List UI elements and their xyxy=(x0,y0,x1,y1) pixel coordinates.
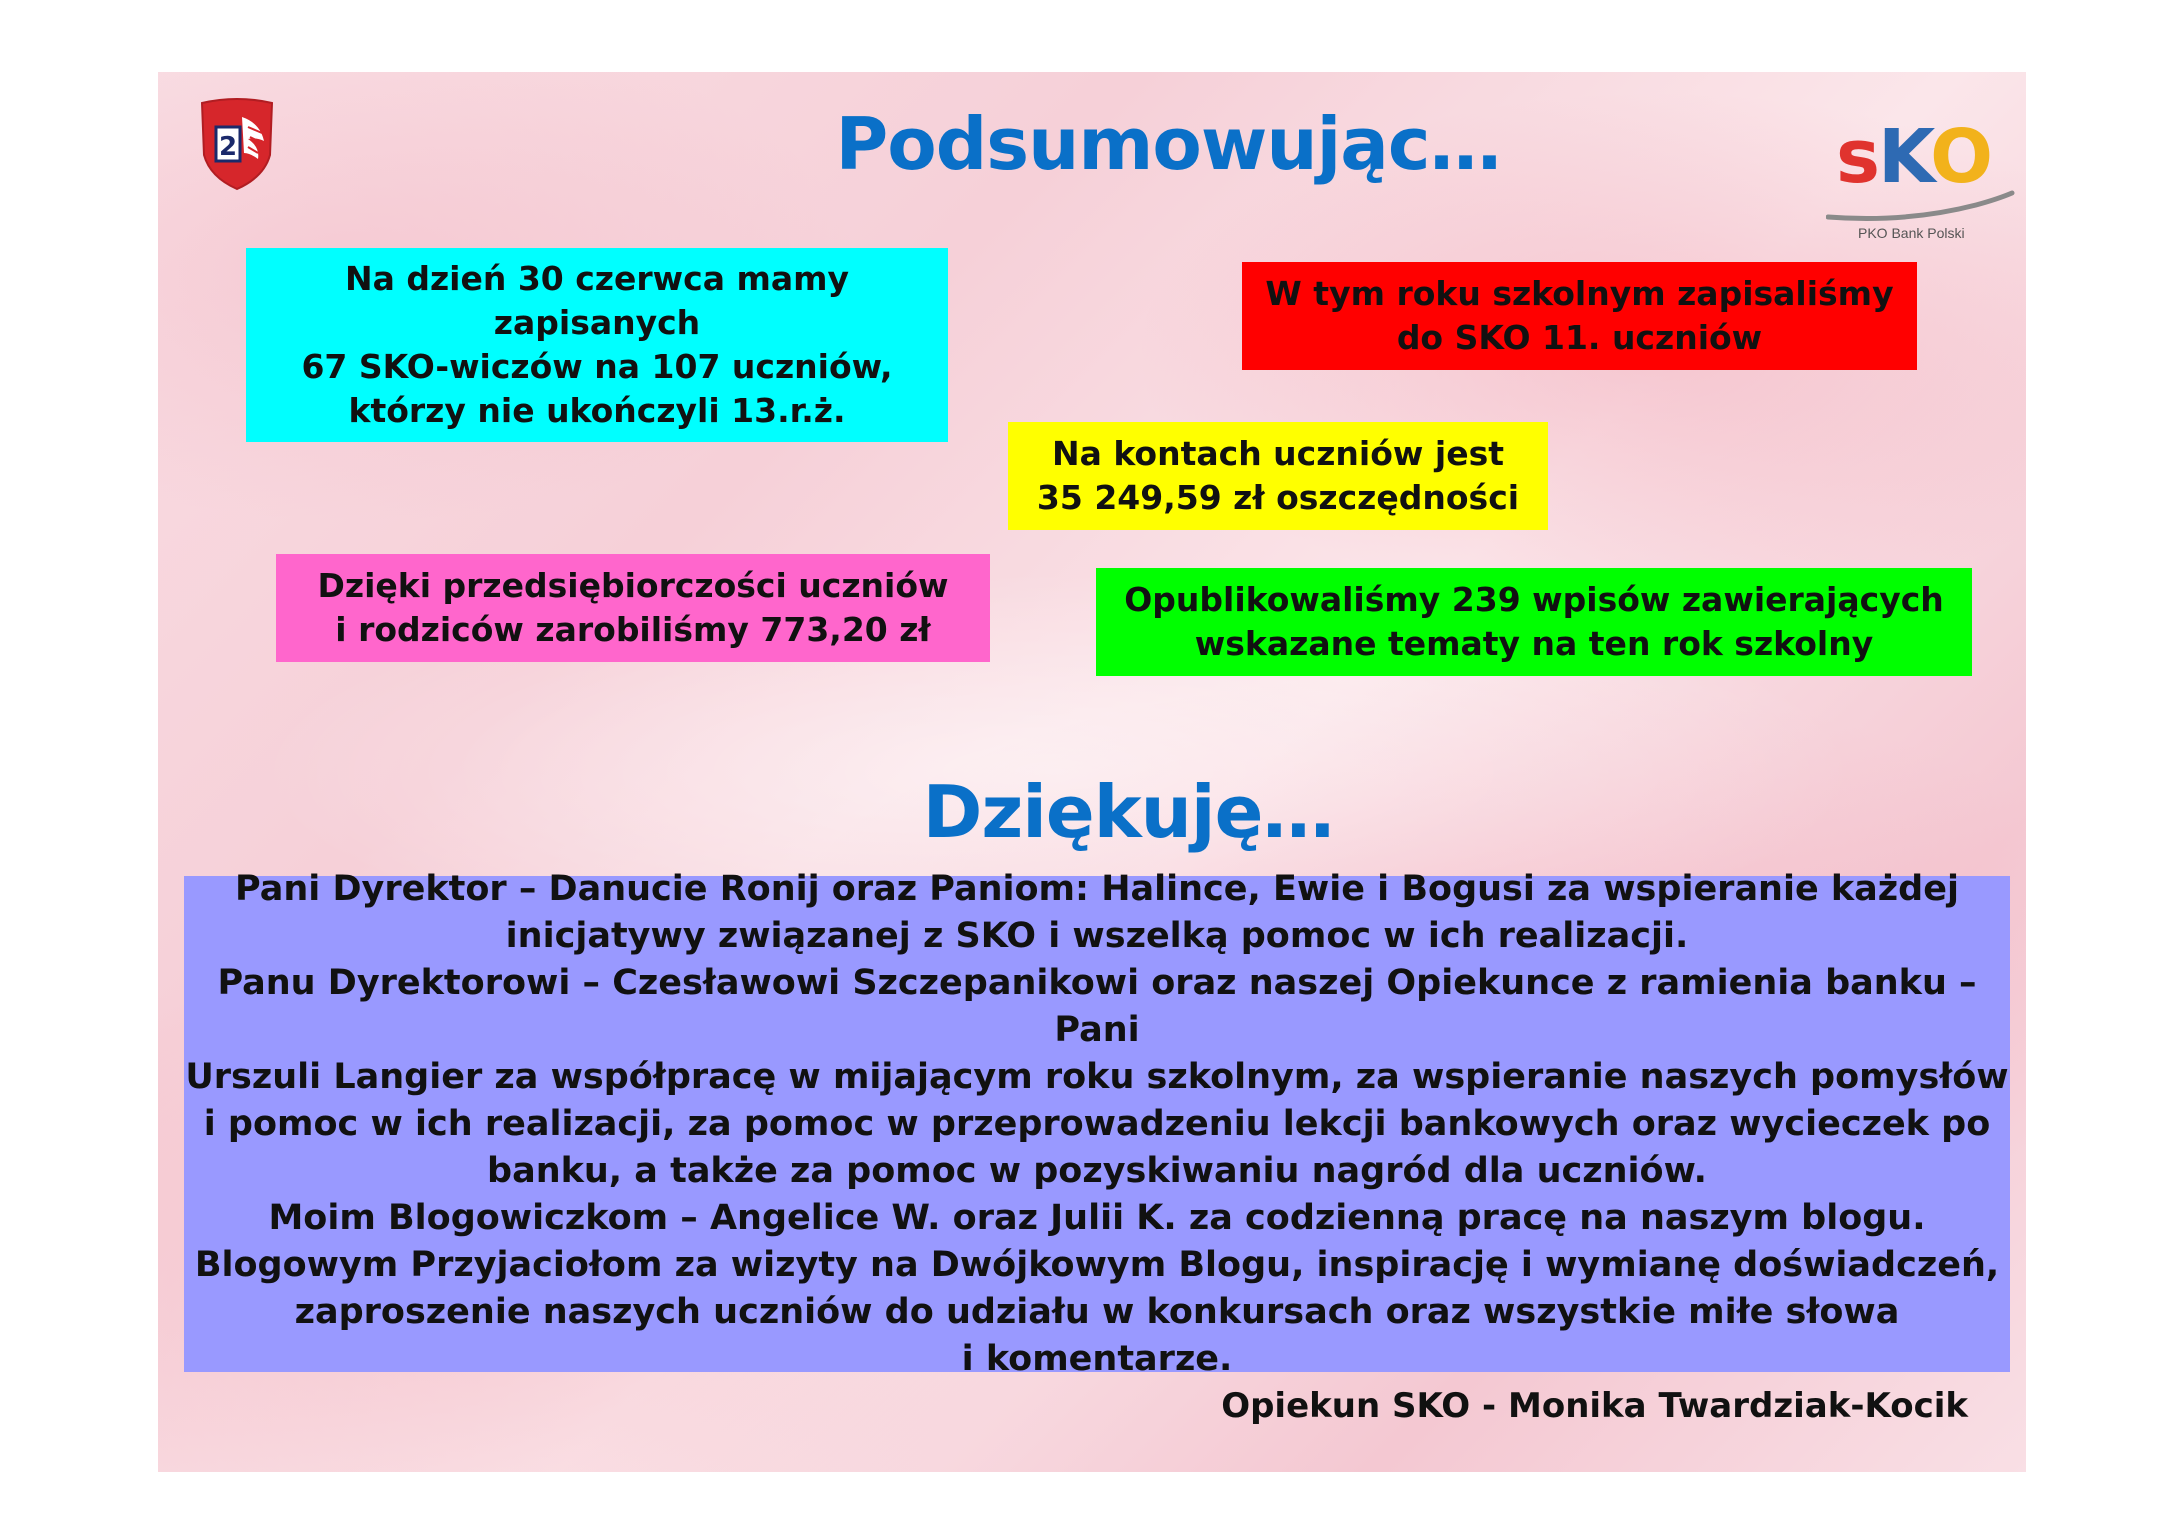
signature: Opiekun SKO - Monika Twardziak-Kocik xyxy=(1221,1386,1968,1426)
slide xyxy=(158,72,2026,1472)
thanks-title: Dziękuję… xyxy=(922,770,1334,854)
new-members-box: W tym roku szkolnym zapisaliśmy do SKO 11. uczniów xyxy=(1242,262,1917,370)
savings-box: Na kontach uczniów jest 35 249,59 zł oszczędności xyxy=(1008,422,1548,530)
school-crest-logo xyxy=(198,97,276,192)
earnings-box: Dzięki przedsiębiorczości uczniów i rodziców zarobiliśmy 773,20 zł xyxy=(276,554,990,662)
logo-swoosh-icon xyxy=(1826,189,2016,225)
pko-bank-label: PKO Bank Polski xyxy=(1858,225,1965,241)
thanks-text-box: Pani Dyrektor – Danucie Ronij oraz Paniom: Halince, Ewie i Bogusi za wspieranie każdej inicjatywy związanej z SKO i wszelką pomoc w ich realizacji. Panu Dyrektorowi – Czesławowi Szczepanikowi oraz naszej Opiekunce z ramienia banku – Pani Urszuli Langier za współpracę w mijającym roku szkolnym, za wspieranie naszych pomysłów i pomoc w ich realizacji, za pomoc w przeprowadzeniu lekcji bankowych oraz wycieczek po banku, a także za pomoc w pozyskiwaniu nagród dla uczniów. Moim Blogowiczkom – Angelice W. oraz Julii K. za codzienną pracę na naszym blogu. Blogowym Przyjaciołom za wizyty na Dwójkowym Blogu, inspirację i wymianę doświadczeń, zaproszenie naszych uczniów do udziału w konkursach oraz wszystkie miłe słowa i komentarze. xyxy=(185,868,2009,1379)
members-count-box: Na dzień 30 czerwca mamy zapisanych 67 SKO-wiczów na 107 uczniów, którzy nie ukończyli 13.r.ż. xyxy=(246,248,948,442)
blog-posts-box: Opublikowaliśmy 239 wpisów zawierających wskazane tematy na ten rok szkolny xyxy=(1096,568,1972,676)
page-title: Podsumowując… xyxy=(835,102,1501,186)
crest-number: 2 xyxy=(218,132,238,162)
sko-pko-logo xyxy=(1826,114,2016,247)
sko-logo-word: sKO xyxy=(1836,114,1991,200)
